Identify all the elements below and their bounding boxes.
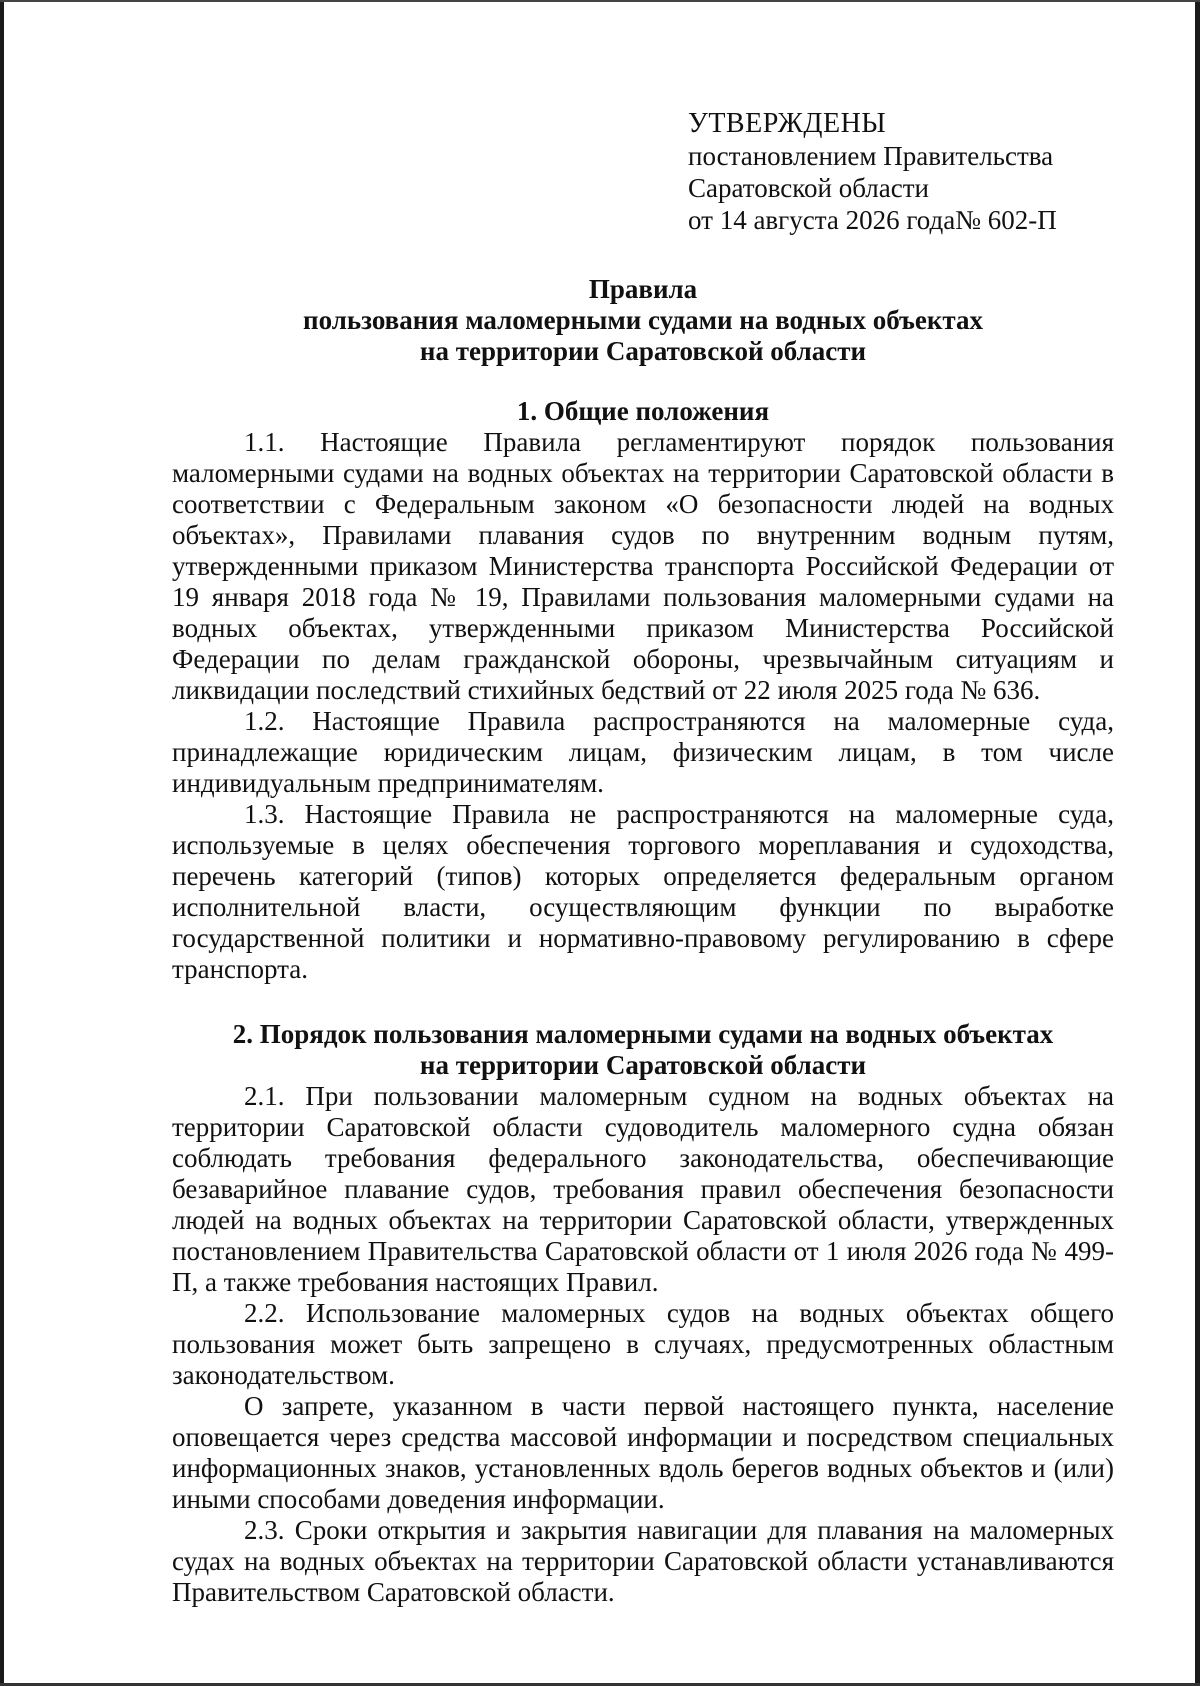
paragraph-1-1: 1.1. Настоящие Правила регламентируют порядок пользования маломерными судами на водных объектах на территории Саратовской области в соответствии с Федеральным законом «О безопасности людей на водных объектах», Правилами плавания судов по внутренним водным путям, утвержденными приказом Министерства транспорта Российской Федерации от 19 января 2018 года № 19, Правилами пользования маломерными судами на водных объектах, утвержденными приказом Министерства Российской Федерации по делам гражданской обороны, чрезвычайным ситуациям и ликвидации последствий стихийных бедствий от 22 июля 2025 года № 636. [172, 427, 1114, 705]
document-title [172, 274, 1114, 367]
title-line-1: Правила [588, 274, 698, 304]
paragraph-2-3: 2.3. Сроки открытия и закрытия навигации для плавания на маломерных судах на водных объектах на территории Саратовской области устанавливаются Правительством Саратовской области. [172, 1515, 1114, 1607]
title-line-2: пользования маломерными судами на водных объектах [303, 305, 983, 335]
scan-border-top [0, 0, 1200, 2]
scan-border-left [0, 0, 4, 1686]
paragraph-2-2-part-2: О запрете, указанном в части первой настоящего пункта, население оповещается через средства массовой информации и посредством специальных информационных знаков, установленных вдоль берегов водных объектов и (или) иными способами доведения информации. [172, 1391, 1114, 1514]
section-spacer [172, 985, 1114, 1019]
approval-line-1: постановлением Правительства [688, 141, 1054, 171]
approval-title: УТВЕРЖДЕНЫ [688, 108, 887, 139]
section-1-heading: 1. Общие положения [516, 396, 770, 426]
paragraph-1-2: 1.2. Настоящие Правила распространяются на маломерные суда, принадлежащие юридическим лицам, физическим лицам, в том числе индивидуальным предпринимателям. [172, 706, 1114, 798]
paragraph-1-3: 1.3. Настоящие Правила не распространяются на маломерные суда, используемые в целях обеспечения торгового мореплавания и судоходства, перечень категорий (типов) которых определяется федеральным органом исполнительной власти, осуществляющим функции по выработке государственной политики и нормативно-правовому регулированию в сфере транспорта. [172, 799, 1114, 984]
approval-line-2: Саратовской области [688, 173, 929, 203]
document-body [172, 274, 1114, 1608]
approval-line-3: от 14 августа 2026 года№ 602-П [688, 205, 1057, 235]
title-line-3: на территории Саратовской области [419, 336, 867, 366]
paragraph-2-2: 2.2. Использование маломерных судов на водных объектах общего пользования может быть запрещено в случаях, предусмотренных областным законодательством. [172, 1298, 1114, 1390]
approval-block [688, 108, 1158, 236]
section-2-heading-line-1: 2. Порядок пользования маломерными судами на водных объектах [232, 1019, 1054, 1049]
scan-border-right [1195, 0, 1200, 1686]
paragraph-2-1: 2.1. При пользовании маломерным судном на водных объектах на территории Саратовской области судоводитель маломерного судна обязан соблюдать требования федерального законодательства, обеспечивающие безаварийное плавание судов, требования правил обеспечения безопасности людей на водных объектах на территории Саратовской области, утвержденных постановлением Правительства Саратовской области от 1 июля 2026 года № 499-П, а также требования настоящих Правил. [172, 1081, 1114, 1297]
section-2-heading [172, 1019, 1114, 1081]
section-2-heading-line-2: на территории Саратовской области [419, 1050, 867, 1080]
